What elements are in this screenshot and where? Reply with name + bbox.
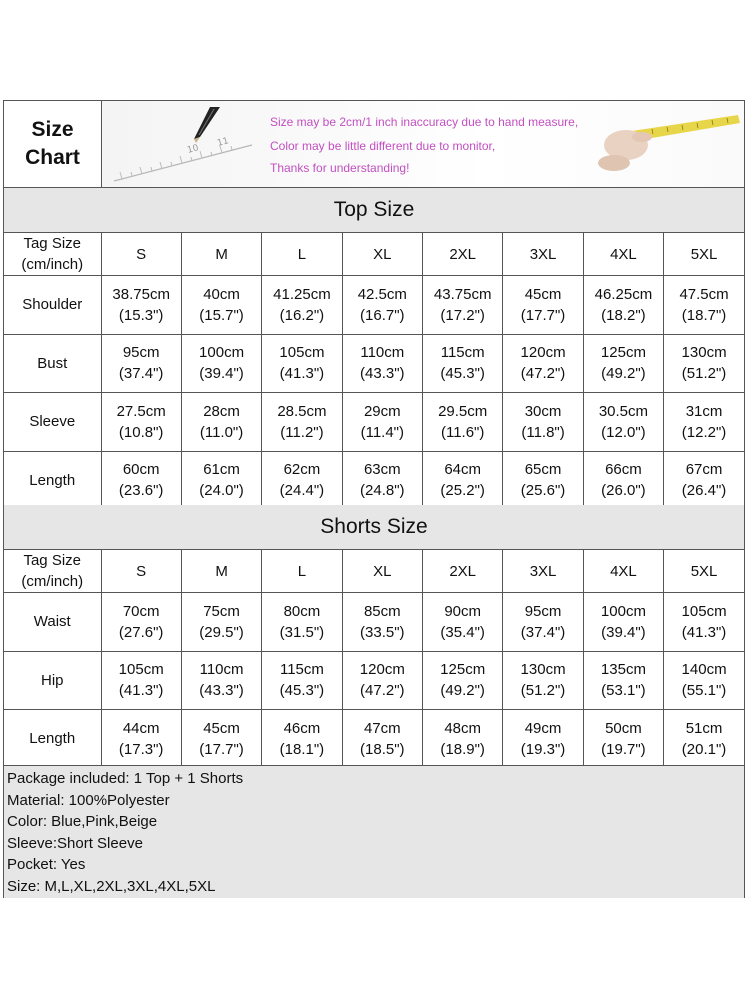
row-label: Bust <box>4 334 101 393</box>
inch-value: (43.3") <box>360 365 405 383</box>
inch-value: (45.3") <box>440 365 485 383</box>
cm-value: 120cm <box>520 344 566 362</box>
shorts-size-5xl: 5XL <box>664 550 744 593</box>
measurement-cell <box>101 276 181 335</box>
measurement-cell <box>503 651 583 710</box>
cm-value: 45cm <box>524 285 562 303</box>
inch-value: (19.7") <box>601 740 646 758</box>
chart-title <box>4 101 102 187</box>
measurement-cell <box>181 593 261 652</box>
inch-value: (11.0") <box>199 423 244 441</box>
cm-value: 80cm <box>283 602 321 620</box>
inch-value: (51.2") <box>681 365 727 383</box>
cm-value: 105cm <box>118 661 164 679</box>
measurement-cell <box>423 593 503 652</box>
shorts-size-m: M <box>181 550 261 593</box>
product-info <box>4 765 744 898</box>
info-pocket: Pocket: Yes <box>7 856 86 873</box>
cm-value: 30.5cm <box>598 402 649 420</box>
measurement-cell <box>664 334 744 393</box>
measurement-cell <box>423 451 503 510</box>
pencil-icon <box>194 107 220 143</box>
inch-value: (15.7") <box>199 306 244 324</box>
inch-value: (18.5") <box>360 740 405 758</box>
inch-value: (26.0") <box>601 482 646 500</box>
inch-value: (18.2") <box>601 306 646 324</box>
inch-value: (11.6") <box>440 423 485 441</box>
inch-value: (12.0") <box>601 423 646 441</box>
cm-value: 95cm <box>122 344 160 362</box>
top-size-header-row <box>4 233 744 276</box>
inch-value: (11.2") <box>280 423 324 441</box>
inch-value: (17.7") <box>199 740 244 758</box>
cm-value: 67cm <box>685 461 723 479</box>
chart-header <box>4 101 744 188</box>
inch-value: (24.4") <box>279 482 325 500</box>
measurement-cell <box>101 334 181 393</box>
shorts-size-4xl: 4XL <box>583 550 663 593</box>
cm-value: 61cm <box>203 461 240 479</box>
inch-value: (49.2") <box>601 365 646 383</box>
cm-value: 105cm <box>681 602 727 620</box>
cm-value: 62cm <box>283 461 321 479</box>
measurement-cell <box>101 593 181 652</box>
inch-value: (41.3") <box>279 365 325 383</box>
top-tag-size-label <box>4 233 101 276</box>
top-size-l: L <box>262 233 342 276</box>
shorts-tag-size-label-line-1: Tag Size <box>23 552 82 569</box>
cm-value: 48cm <box>444 719 482 737</box>
inch-value: (37.4") <box>118 365 164 383</box>
shorts-size-3xl: 3XL <box>503 550 583 593</box>
cm-value: 46.25cm <box>594 285 653 303</box>
measurement-cell <box>664 276 744 335</box>
cm-value: 43.75cm <box>433 285 492 303</box>
inch-value: (18.9") <box>440 740 485 758</box>
measurement-cell <box>583 276 663 335</box>
cm-value: 85cm <box>363 602 401 620</box>
measurement-cell <box>423 710 503 769</box>
size-chart <box>3 100 745 898</box>
measurement-cell <box>101 451 181 510</box>
measurement-cell <box>101 393 181 452</box>
chart-title-line-2: Chart <box>25 146 80 169</box>
measurement-cell <box>423 334 503 393</box>
info-sleeve: Sleeve:Short Sleeve <box>7 835 143 852</box>
inch-value: (25.6") <box>520 482 566 500</box>
inch-value: (33.5") <box>360 623 405 641</box>
cm-value: 120cm <box>359 661 405 679</box>
measurement-cell <box>262 393 342 452</box>
ruler-icon <box>114 136 252 181</box>
measurement-cell <box>101 710 181 769</box>
measurement-cell <box>342 276 422 335</box>
ruler-number-11: 11 <box>216 136 230 149</box>
inch-value: (35.4") <box>440 623 485 641</box>
cm-value: 130cm <box>520 661 566 679</box>
top-size-m: M <box>181 233 261 276</box>
measurement-cell <box>664 393 744 452</box>
cm-value: 75cm <box>203 602 240 620</box>
measurement-cell <box>423 276 503 335</box>
pencil-ruler-illustration <box>102 101 262 187</box>
top-size-s: S <box>101 233 181 276</box>
cm-value: 70cm <box>122 602 160 620</box>
cm-value: 100cm <box>600 602 646 620</box>
measurement-cell <box>262 651 342 710</box>
cm-value: 28cm <box>203 402 240 420</box>
inch-value: (39.4") <box>199 365 244 383</box>
shorts-size-header-row <box>4 550 744 593</box>
inch-value: (17.3") <box>118 740 164 758</box>
measurement-cell <box>503 334 583 393</box>
cm-value: 90cm <box>444 602 482 620</box>
top-size-table <box>4 233 744 510</box>
inch-value: (31.5") <box>279 623 325 641</box>
measurement-cell <box>262 276 342 335</box>
info-package: Package included: 1 Top + 1 Shorts <box>7 770 244 787</box>
inch-value: (20.1") <box>681 740 727 758</box>
inch-value: (23.6") <box>118 482 164 500</box>
cm-value: 47.5cm <box>679 285 729 303</box>
shorts-size-title: Shorts Size <box>4 505 744 550</box>
measurement-cell <box>503 593 583 652</box>
cm-value: 51cm <box>685 719 723 737</box>
note-thanks: Thanks for understanding! <box>270 161 410 175</box>
cm-value: 135cm <box>600 661 646 679</box>
table-row <box>4 393 744 452</box>
measurement-cell <box>262 710 342 769</box>
measurement-cell <box>342 651 422 710</box>
measurement-cell <box>342 393 422 452</box>
cm-value: 42.5cm <box>357 285 407 303</box>
cm-value: 63cm <box>363 461 401 479</box>
inch-value: (51.2") <box>520 682 566 700</box>
measurement-cell <box>503 393 583 452</box>
inch-value: (55.1") <box>681 682 727 700</box>
inch-value: (15.3") <box>118 306 164 324</box>
cm-value: 110cm <box>360 344 405 362</box>
cm-value: 115cm <box>279 661 324 679</box>
measurement-cell <box>262 334 342 393</box>
cm-value: 125cm <box>600 344 646 362</box>
inch-value: (43.3") <box>199 682 244 700</box>
measurement-cell <box>423 393 503 452</box>
inch-value: (17.2") <box>440 306 485 324</box>
row-label: Length <box>4 710 101 769</box>
row-label: Waist <box>4 593 101 652</box>
inch-value: (27.6") <box>118 623 164 641</box>
measurement-cell <box>583 710 663 769</box>
measurement-cell <box>664 710 744 769</box>
measurement-cell <box>181 451 261 510</box>
measurement-cell <box>664 451 744 510</box>
table-row <box>4 451 744 510</box>
inch-value: (29.5") <box>199 623 244 641</box>
inch-value: (17.7") <box>520 306 566 324</box>
top-size-4xl: 4XL <box>583 233 663 276</box>
inch-value: (11.4") <box>360 423 405 441</box>
cm-value: 28.5cm <box>277 402 327 420</box>
info-color: Color: Blue,Pink,Beige <box>7 813 158 830</box>
shorts-tag-size-label-line-2: (cm/inch) <box>21 573 84 590</box>
cm-value: 110cm <box>199 661 244 679</box>
measurement-cell <box>262 593 342 652</box>
hand-icon <box>598 130 652 171</box>
cm-value: 60cm <box>122 461 160 479</box>
inch-value: (41.3") <box>118 682 164 700</box>
inch-value: (24.0") <box>199 482 244 500</box>
inch-value: (45.3") <box>279 682 325 700</box>
measure-banner <box>102 101 744 187</box>
inch-value: (16.2") <box>279 306 325 324</box>
top-size-title: Top Size <box>4 188 744 233</box>
cm-value: 64cm <box>444 461 482 479</box>
cm-value: 27.5cm <box>116 402 166 420</box>
inch-value: (11.8") <box>521 423 565 441</box>
measurement-cell <box>181 276 261 335</box>
cm-value: 29.5cm <box>438 402 488 420</box>
table-row <box>4 710 744 769</box>
tape-measure-hand-illustration <box>592 101 742 187</box>
cm-value: 105cm <box>279 344 325 362</box>
inch-value: (10.8") <box>118 423 164 441</box>
cm-value: 65cm <box>524 461 562 479</box>
measurement-cell <box>262 451 342 510</box>
inch-value: (19.3") <box>520 740 566 758</box>
cm-value: 49cm <box>524 719 562 737</box>
measurement-cell <box>181 651 261 710</box>
row-label: Hip <box>4 651 101 710</box>
measurement-cell <box>342 334 422 393</box>
inch-value: (26.4") <box>681 482 727 500</box>
cm-value: 115cm <box>440 344 485 362</box>
cm-value: 44cm <box>122 719 160 737</box>
measurement-cell <box>583 651 663 710</box>
measurement-cell <box>583 451 663 510</box>
inch-value: (37.4") <box>520 623 566 641</box>
measurement-cell <box>342 593 422 652</box>
table-row <box>4 334 744 393</box>
cm-value: 29cm <box>363 402 401 420</box>
cm-value: 125cm <box>440 661 486 679</box>
inch-value: (47.2") <box>360 682 405 700</box>
shorts-size-2xl: 2XL <box>423 550 503 593</box>
inch-value: (47.2") <box>520 365 566 383</box>
cm-value: 47cm <box>363 719 401 737</box>
measurement-cell <box>342 451 422 510</box>
inch-value: (16.7") <box>360 306 405 324</box>
top-size-5xl: 5XL <box>664 233 744 276</box>
shorts-tag-size-label <box>4 550 101 593</box>
top-size-xl: XL <box>342 233 422 276</box>
table-row <box>4 276 744 335</box>
shorts-size-table <box>4 550 744 769</box>
cm-value: 38.75cm <box>112 285 170 303</box>
row-label: Length <box>4 451 101 510</box>
cm-value: 31cm <box>685 402 723 420</box>
measurement-cell <box>503 276 583 335</box>
top-tag-size-label-line-1: Tag Size <box>23 235 82 252</box>
top-tag-size-label-line-2: (cm/inch) <box>21 256 84 273</box>
row-label: Sleeve <box>4 393 101 452</box>
info-sizes: Size: M,L,XL,2XL,3XL,4XL,5XL <box>7 878 216 895</box>
cm-value: 95cm <box>524 602 562 620</box>
measurement-cell <box>664 651 744 710</box>
inch-value: (39.4") <box>601 623 646 641</box>
measurement-cell <box>583 393 663 452</box>
inch-value: (25.2") <box>440 482 485 500</box>
shorts-size-l: L <box>262 550 342 593</box>
row-label: Shoulder <box>4 276 101 335</box>
shorts-size-xl: XL <box>342 550 422 593</box>
info-material: Material: 100%Polyester <box>7 792 170 809</box>
measurement-cell <box>101 651 181 710</box>
cm-value: 41.25cm <box>273 285 331 303</box>
inch-value: (24.8") <box>360 482 405 500</box>
inch-value: (49.2") <box>440 682 485 700</box>
table-row <box>4 593 744 652</box>
cm-value: 45cm <box>203 719 240 737</box>
chart-title-line-1: Size <box>31 118 74 141</box>
cm-value: 100cm <box>199 344 245 362</box>
inch-value: (12.2") <box>681 423 727 441</box>
inch-value: (41.3") <box>681 623 727 641</box>
measurement-cell <box>181 710 261 769</box>
cm-value: 30cm <box>524 402 562 420</box>
measurement-cell <box>503 451 583 510</box>
cm-value: 140cm <box>681 661 727 679</box>
table-row <box>4 651 744 710</box>
inch-value: (18.1") <box>279 740 325 758</box>
measurement-cell <box>181 334 261 393</box>
top-size-3xl: 3XL <box>503 233 583 276</box>
cm-value: 130cm <box>681 344 727 362</box>
note-hand-measure: Size may be 2cm/1 inch inaccuracy due to hand measure, <box>270 115 579 129</box>
inch-value: (53.1") <box>601 682 646 700</box>
top-size-2xl: 2XL <box>423 233 503 276</box>
cm-value: 40cm <box>203 285 240 303</box>
cm-value: 66cm <box>605 461 642 479</box>
measurement-cell <box>181 393 261 452</box>
ruler-number-10: 10 <box>186 143 200 156</box>
measurement-cell <box>423 651 503 710</box>
cm-value: 50cm <box>605 719 642 737</box>
cm-value: 46cm <box>283 719 321 737</box>
measurement-cell <box>583 593 663 652</box>
measurement-cell <box>583 334 663 393</box>
measurement-cell <box>342 710 422 769</box>
note-color-monitor: Color may be little different due to monitor, <box>270 139 496 153</box>
measurement-cell <box>503 710 583 769</box>
inch-value: (18.7") <box>681 306 727 324</box>
measurement-cell <box>664 593 744 652</box>
shorts-size-s: S <box>101 550 181 593</box>
